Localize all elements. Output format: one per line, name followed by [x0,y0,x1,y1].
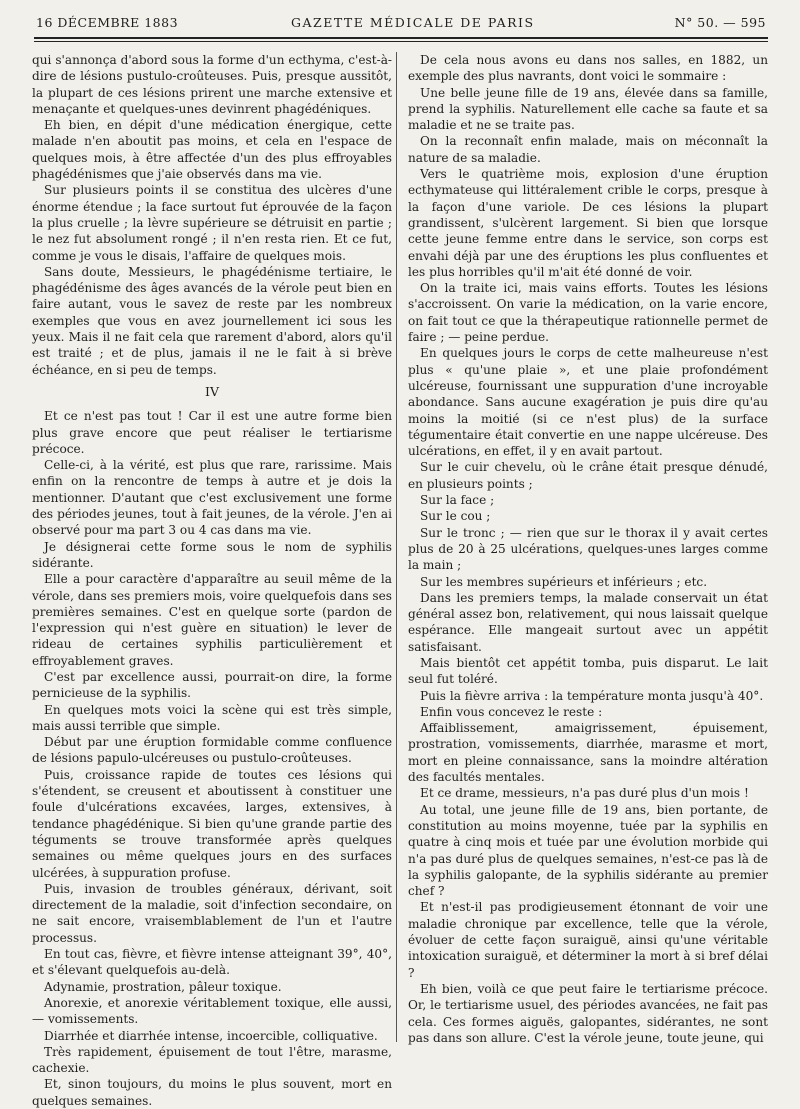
page-header [36,12,766,34]
paragraph: Dans les premiers temps, la malade conservait un état général assez bon, relativement, qui nous laissait quelque espérance. Elle mangeait surtout avec un appétit satisfaisant. [408,590,768,654]
paragraph: Elle a pour caractère d'apparaître au seuil même de la vérole, dans ses premiers mois, voire quelquefois dans ses premières semaines. C'est en quelque sorte (pardon de l'expression qui n'est guère en situation) le lever de rideau de certaines syphilis particulièrement et effroyablement graves. [32,572,392,668]
paragraph: On la reconnaît enfin malade, mais on méconnaît la nature de sa maladie. [408,134,768,165]
list-item: Sur les membres supérieurs et inférieurs ; etc. [420,574,708,589]
paragraph: Diarrhée et diarrhée intense, incoercible, colliquative. [44,1028,378,1043]
section-heading: IV [205,383,219,399]
paragraph: Eh bien, voilà ce que peut faire le tertiarisme précoce. Or, le tertiarisme usuel, des périodes avancées, ne fait pas cela. Ces formes aiguës, galopantes, sidérantes, ne sont pas dans son allure. C'est la vérole jeune, toute jeune, qui [408,981,768,1045]
paragraph: Puis, croissance rapide de toutes ces lésions qui s'étendent, se creusent et aboutissent à constituer une foule d'ulcérations excavées, larges, extensives, à tendance phagédénique. Si bien qu'une grande partie des téguments se trouve transformée après quelques semaines ou même quelques jours en des surfaces ulcérées, à suppuration profuse. [32,767,392,880]
paragraph: Je désignerai cette forme sous le nom de syphilis sidérante. [32,539,392,570]
paragraph: On la traite ici, mais vains efforts. Toutes les lésions s'accroissent. On varie la médication, on la varie encore, on fait tout ce que la thérapeutique rationnelle permet de faire ; — peine perdue. [408,281,768,345]
paragraph: Enfin vous concevez le reste : [420,704,603,719]
paragraph: De cela nous avons eu dans nos salles, en 1882, un exemple des plus navrants, dont voici le sommaire : [408,53,768,84]
paragraph: Eh bien, en dépit d'une médication énergique, cette malade n'en aboutit pas moins, et cela en l'espace de quelques mois, à être affectée d'un des plus effroyables phagédénismes que j'aie observés dans ma vie. [32,118,392,182]
paragraph: Et ce n'est pas tout ! Car il est une autre forme bien plus grave encore que peut réaliser le tertiarisme précoce. [32,409,392,456]
right-column [408,52,768,1046]
paragraph: C'est par excellence aussi, pourrait-on dire, la forme pernicieuse de la syphilis. [32,669,392,701]
header-rule-thin [34,41,768,42]
paragraph: Au total, une jeune fille de 19 ans, bien portante, de constitution au moins moyenne, tuée par la syphilis en quatre à cinq mois et tuée par une évolution morbide qui n'a pas duré plus de quelques semaines, n'est-ce pas là de la syphilis galopante, de la syphilis sidérante au premier chef ? [408,802,768,899]
header-rule-thick [34,37,768,39]
paragraph: qui s'annonça d'abord sous la forme d'un ecthyma, c'est-à-dire de lésions pustulo-croûteuses. Puis, presque aussitôt, la plupart de ces lésions prirent une marche extensive et menaçante et quelques-unes devinrent phagédéniques. [32,53,392,116]
paragraph: Une belle jeune fille de 19 ans, élevée dans sa famille, prend la syphilis. Naturellement elle cache sa faute et sa maladie et ne se traite pas. [408,85,768,133]
journal-title: GAZETTE MÉDICALE DE PARIS [291,15,535,30]
paragraph: Et ce drame, messieurs, n'a pas duré plus d'un mois ! [420,786,749,801]
issue-page-number: N° 50. — 595 [674,15,766,30]
paragraph: Sur plusieurs points il se constitua des ulcères d'une énorme étendue ; la face surtout fut éprouvée de la façon la plus cruelle ; la lèvre supérieure se détruisit en partie ; le nez fut absolument rongé ; il n'en resta rien. Et ce fut, comme je vous le disais, l'affaire de quelques mois. [32,183,392,263]
paragraph: Sans doute, Messieurs, le phagédénisme tertiaire, le phagédénisme des âges avancés de la vérole peut bien en faire autant, vous le savez de reste par les nombreux exemples que vous en avez journellement ici sous les yeux. Mais il ne fait cela que rarement d'abord, alors qu'il est traité ; et de plus, jamais il ne le fait à si brève échéance, en si peu de temps. [32,264,392,377]
list-item: Sur la face ; [420,493,495,508]
list-item: Sur le tronc ; — rien que sur le thorax il y avait certes plus de 20 à 25 ulcérations, quelques-unes larges comme la main ; [408,525,768,573]
list-item: Sur le cuir chevelu, où le crâne était presque dénudé, en plusieurs points ; [408,460,768,491]
paragraph: Et, sinon toujours, du moins le plus souvent, mort en quelques semaines. [32,1077,392,1108]
paragraph: En tout cas, fièvre, et fièvre intense atteignant 39°, 40°, et s'élevant quelquefois au-delà. [32,947,392,978]
paragraph: Affaiblissement, amaigrissement, épuisement, prostration, vomissements, diarrhée, marasme et mort, mort en pleine connaissance, sans la moindre altération des facultés mentales. [408,721,768,785]
paragraph: Très rapidement, épuisement de tout l'être, marasme, cachexie. [32,1044,392,1076]
paragraph: En quelques jours le corps de cette malheureuse n'est plus « qu'une plaie », et une plaie profondément ulcéreuse, fournissant une suppuration d'une incroyable abondance. Sans aucune exagération je puis dire qu'au moins la moitié (si ce n'est plus) de la surface tégumentaire était convertie en une nappe ulcéreuse. Des ulcérations, en effet, il y en avait partout. [408,346,768,459]
paragraph: Vers le quatrième mois, explosion d'une éruption ecthymateuse qui littéralement crible le corps, presque à la façon d'une variole. De ces lésions la plupart grandissent, s'ulcèrent largement. Si bien que lorsque cette jeune femme entre dans le service, son corps est envahi déjà par une des éruptions les plus confluentes et les plus horribles qu'il m'ait été donné de voir. [408,167,768,279]
column-divider [396,52,397,1042]
paragraph: Début par une éruption formidable comme confluence de lésions papulo-ulcéreuses ou pustulo-croûteuses. [32,735,392,766]
paragraph: Puis la fièvre arriva : la température monta jusqu'à 40°. [420,688,764,703]
paragraph: Anorexie, et anorexie véritablement toxique, elle aussi, — vomissements. [32,995,392,1027]
paragraph: En quelques mots voici la scène qui est très simple, mais aussi terrible que simple. [32,702,392,733]
paragraph: Celle-ci, à la vérité, est plus que rare, rarissime. Mais enfin on la rencontre de temps à autre et je dois la mentionner. D'autant que c'est exclusivement une forme des périodes jeunes, tout à fait jeunes, de la vérole. J'en ai observé pour ma part 3 ou 4 cas dans ma vie. [32,458,392,538]
paragraph: Et n'est-il pas prodigieusement étonnant de voir une maladie chronique par excellence, telle que la vérole, évoluer de cette façon suraiguë, ainsi qu'une véritable intoxication suraiguë, et déterminer la mort à si bref délai ? [408,900,768,980]
paragraph: Adynamie, prostration, pâleur toxique. [44,979,282,994]
left-column [32,52,392,1109]
header-date: 16 DÉCEMBRE 1883 [36,15,179,30]
list-item: Sur le cou ; [420,509,491,524]
paragraph: Mais bientôt cet appétit tomba, puis disparut. Le lait seul fut toléré. [408,655,768,687]
paragraph: Puis, invasion de troubles généraux, dérivant, soit directement de la maladie, soit d'infection secondaire, on ne sait encore, vraisemblablement de l'un et l'autre processus. [32,881,392,945]
